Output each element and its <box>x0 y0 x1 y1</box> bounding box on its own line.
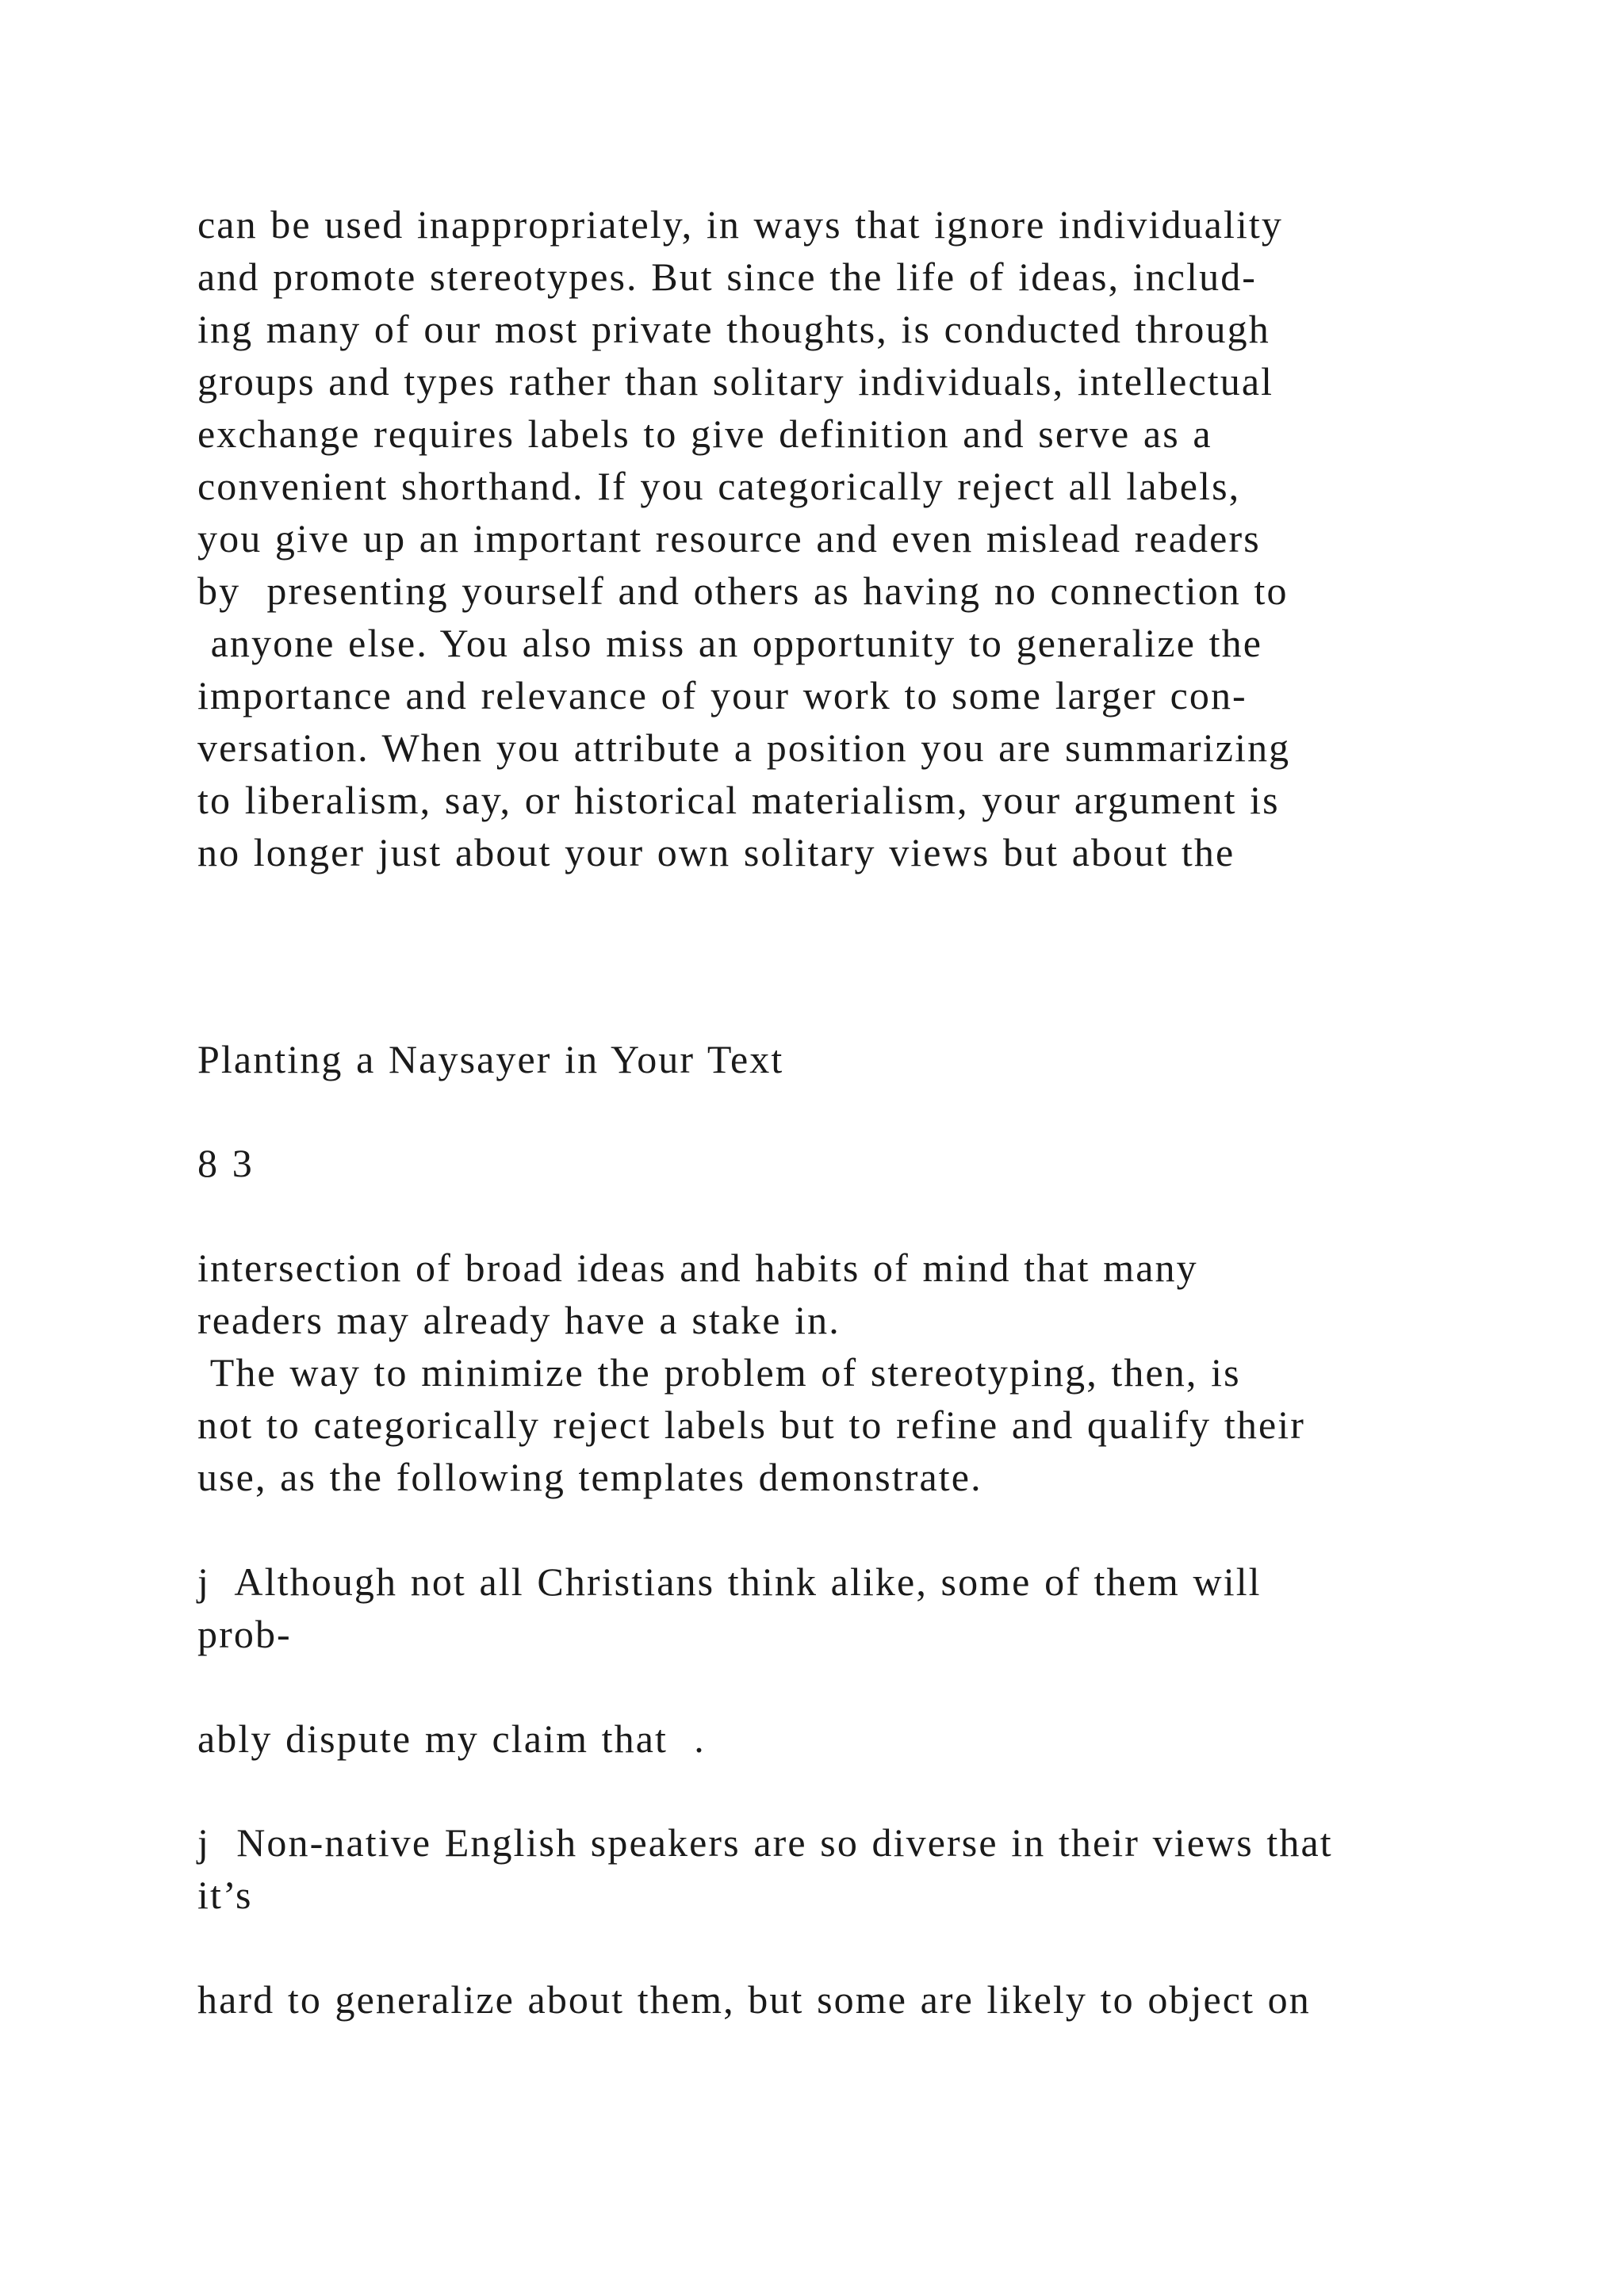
text-line: and promote stereotypes. But since the life of ideas, includ- <box>197 254 1258 299</box>
template-line: hard to generalize about them, but some are likely to object on <box>197 1977 1311 2022</box>
text-line: versation. When you attribute a position you are summarizing <box>197 725 1291 770</box>
text-line: exchange requires labels to give definition and serve as a <box>197 411 1212 456</box>
page-number: 8 3 <box>197 1141 254 1185</box>
text-line: to liberalism, say, or historical materialism, your argument is <box>197 778 1280 822</box>
text-line: convenient shorthand. If you categorically reject all labels, <box>197 464 1241 508</box>
text-line: readers may already have a stake in. <box>197 1298 841 1342</box>
text-line: can be used inappropriately, in ways that ignore individuality <box>197 202 1284 247</box>
template-line: j Although not all Christians think alike, some of them will <box>197 1559 1262 1604</box>
template-line: j Non-native English speakers are so diverse in their views that <box>197 1820 1333 1865</box>
text-line: intersection of broad ideas and habits of mind that many <box>197 1246 1198 1290</box>
template-line: ably dispute my claim that . <box>197 1716 706 1761</box>
template-line: prob- <box>197 1612 292 1656</box>
text-line: The way to minimize the problem of stereotyping, then, is <box>197 1350 1241 1395</box>
text-line: not to categorically reject labels but to refine and qualify their <box>197 1402 1306 1447</box>
text-line: ing many of our most private thoughts, is conducted through <box>197 307 1270 351</box>
text-line: use, as the following templates demonstrate. <box>197 1455 982 1499</box>
text-line: no longer just about your own solitary views but about the <box>197 830 1235 874</box>
text-line: anyone else. You also miss an opportunity to generalize the <box>197 621 1262 665</box>
text-line: groups and types rather than solitary individuals, intellectual <box>197 359 1274 404</box>
running-head: Planting a Naysayer in Your Text <box>197 1037 784 1081</box>
text-line: by presenting yourself and others as having no connection to <box>197 568 1289 613</box>
text-line: importance and relevance of your work to some larger con- <box>197 673 1247 718</box>
text-line: you give up an important resource and even mislead readers <box>197 516 1261 561</box>
template-line: it’s <box>197 1873 253 1917</box>
